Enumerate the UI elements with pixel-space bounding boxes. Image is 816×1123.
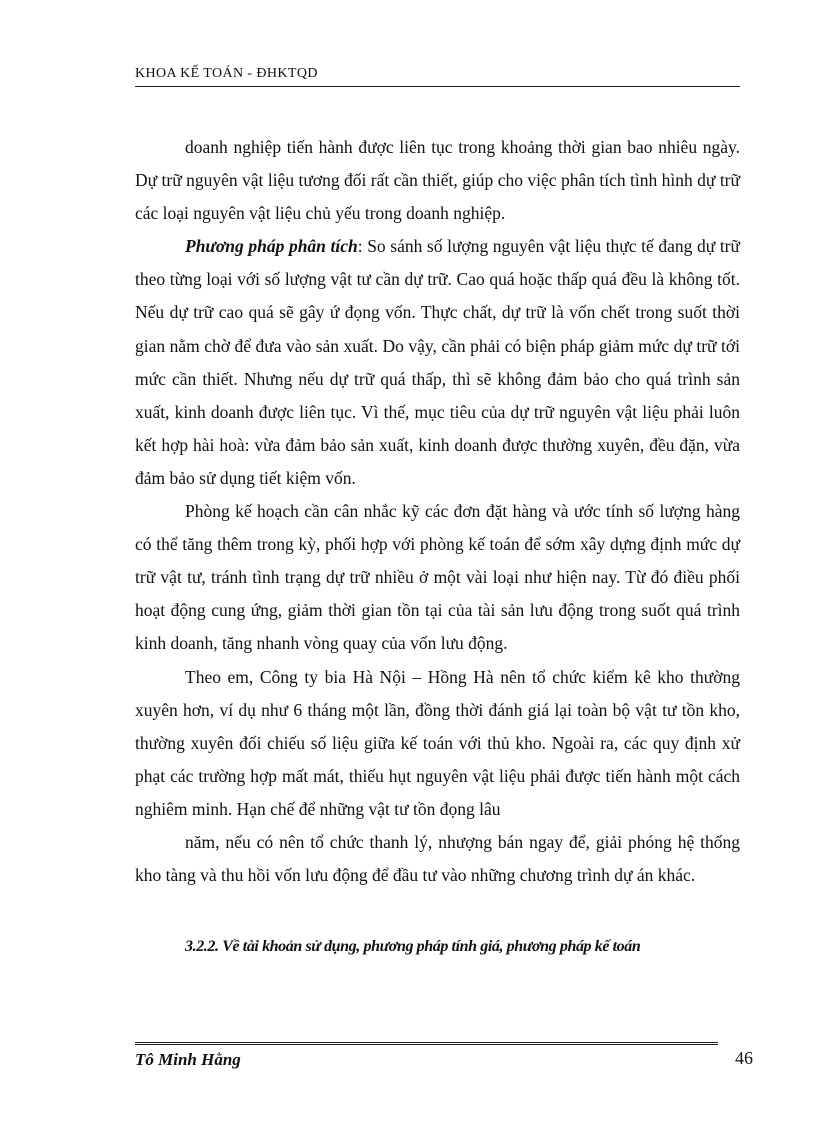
footer-author: Tô Minh Hằng — [135, 1050, 241, 1069]
section-heading: 3.2.2. Về tài khoản sử dụng, phương pháp tính giá, phương pháp kế toán — [185, 938, 641, 955]
page-number: 46 — [735, 1048, 753, 1068]
paragraph-2 — [135, 230, 740, 495]
paragraph-1: doanh nghiệp tiến hành được liên tục trong khoảng thời gian bao nhiêu ngày. Dự trữ nguyên vật liệu tương đối rất cần thiết, giúp cho việc phân tích tình hình dự trữ các loại nguyên vật liệu chủ yếu trong doanh nghiệp. — [135, 137, 740, 224]
page-header: KHOA KẾ TOÁN - ĐHKTQD — [135, 66, 318, 81]
paragraph-5: năm, nếu có nên tổ chức thanh lý, nhượng bán ngay để, giải phóng hệ thống kho tàng và thu hồi vốn lưu động để đầu tư vào những chương trình dự án khác. — [135, 831, 740, 886]
paragraph-2-text: : So sánh số lượng nguyên vật liệu thực tế đang dự trữ theo từng loại với số lượng vật tư cần dự trữ. Cao quá hoặc thấp quá đều là không tốt. Nếu dự trữ cao quá sẽ gây ứ đọng vốn. Thực chất, dự trữ là vốn chết trong suốt thời gian nằm chờ để đưa vào sản xuất. Do vậy, cần phải có biện pháp giảm mức dự trữ tới mức cần thiết. Nhưng nếu dự trữ quá thấp, thì sẽ không đảm bảo cho quá trình sản xuất, kinh doanh được liên tục. Vì thế, mục tiêu của dự trữ nguyên vật liệu phải luôn kết hợp hài hoà: vừa đảm bảo sản xuất, kinh doanh được thường xuyên, đều đặn, vừa đảm bảo sử dụng tiết kiệm vốn. — [135, 236, 740, 488]
header-divider — [135, 86, 740, 87]
analysis-method-term: Phương pháp phân tích — [185, 236, 358, 257]
footer-divider — [135, 1042, 718, 1047]
paragraph-4: Theo em, Công ty bia Hà Nội – Hồng Hà nên tổ chức kiểm kê kho thường xuyên hơn, ví dụ như 6 tháng một lần, đồng thời đánh giá lại toàn bộ vật tư tồn kho, thường xuyên đối chiếu số liệu giữa kế toán với thủ kho. Ngoài ra, các quy định xử phạt các trường hợp mất mát, thiếu hụt nguyên vật liệu phải được tiến hành một cách nghiêm minh. Hạn chế để những vật tư tồn đọng lâu — [135, 666, 740, 819]
paragraph-3: Phòng kế hoạch cần cân nhắc kỹ các đơn đặt hàng và ước tính số lượng hàng có thể tăng thêm trong kỳ, phối hợp với phòng kế toán để sớm xây dựng định mức dự trữ vật tư, tránh tình trạng dự trữ nhiều ở một vài loại như hiện nay. Từ đó điều phối hoạt động cung ứng, giảm thời gian tồn tại của tài sản lưu động trong suốt quá trình kinh doanh, tăng nhanh vòng quay của vốn lưu động. — [135, 501, 740, 654]
body-text — [135, 131, 740, 892]
